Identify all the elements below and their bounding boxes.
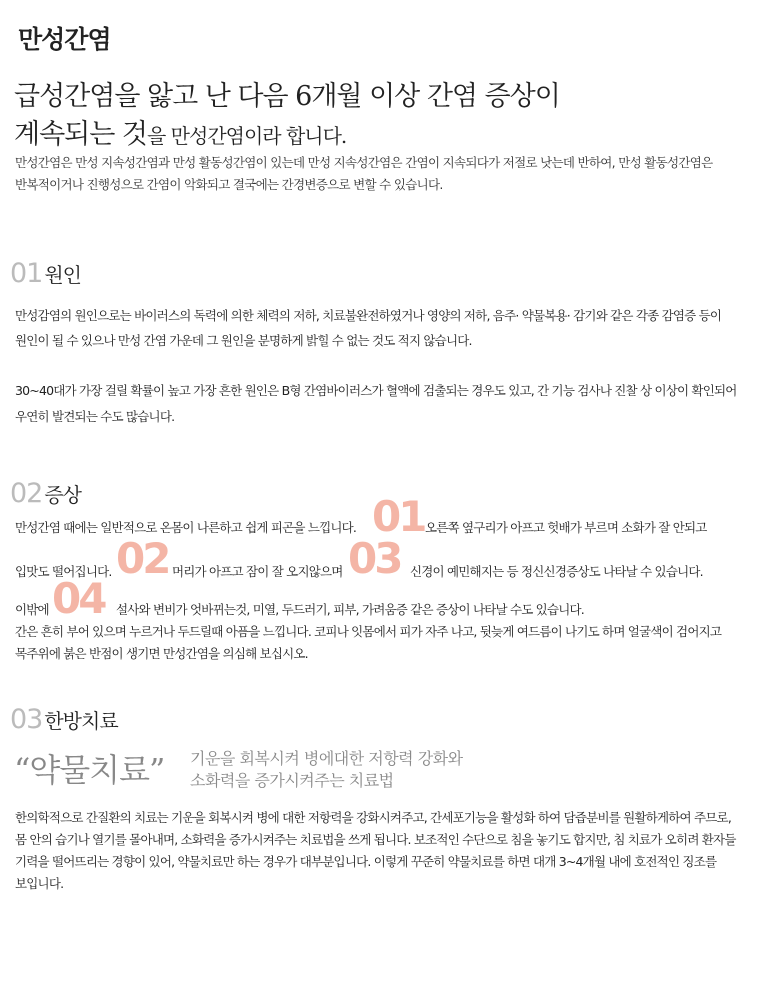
symptom-text-i: 목주위에 붉은 반점이 생기면 만성간염을 의심해 보십시오. xyxy=(15,646,308,661)
section-number: 03 xyxy=(10,704,43,735)
symptom-number-01: 01 xyxy=(372,492,425,541)
treatment-line-1: 한의학적으로 간질환의 치료는 기운을 회복시켜 병에 대한 저항력을 강화시켜주고, 간세포기능을 활성화 하여 담즙분비를 원활하게하여 주므로, xyxy=(15,810,732,825)
treatment-quote-sub-line-2: 소화력을 증가시켜주는 치료법 xyxy=(190,771,394,790)
symptom-text-b: 오른쪽 옆구리가 아프고 헛배가 부르며 소화가 잘 안되고 xyxy=(425,520,707,535)
intro-line-1: 만성간염은 만성 지속성간염과 만성 활동성간염이 있는데 만성 지속성간염은 간염이 지속되다가 저절로 낫는데 반하여, 만성 활동성간염은 xyxy=(15,155,713,170)
section-title: 원인 xyxy=(44,263,81,287)
section-number: 01 xyxy=(10,258,43,289)
symptom-text-c: 입맛도 떨어집니다. xyxy=(15,564,112,579)
treatment-quote-sub xyxy=(190,748,463,792)
symptom-text-h: 간은 흔히 부어 있으며 누르거나 두드릴때 아픔을 느낍니다. 코피나 잇몸에서 피가 자주 나고, 뒷늦게 여드름이 나기도 하며 얼굴색이 검어지고 xyxy=(15,624,722,639)
symptom-text-e: 신경이 예민해지는 등 정신신경증상도 나타날 수 있습니다. xyxy=(410,564,703,579)
symptom-number-04: 04 xyxy=(52,574,105,623)
treatment-line-2: 몸 안의 습기나 열기를 몰아내며, 소화력을 증가시켜주는 치료법을 쓰게 됩니다. 보조적인 수단으로 침을 놓기도 합지만, 침 치료가 오히려 환자들 xyxy=(15,832,736,847)
headline-line-2 xyxy=(14,112,346,151)
section-treatment-heading xyxy=(10,704,118,735)
section-title: 증상 xyxy=(44,483,81,507)
symptom-text-a: 만성간염 때에는 일반적으로 온몸이 나른하고 쉽게 피곤을 느낍니다. xyxy=(15,520,357,535)
page-title: 만성간염 xyxy=(18,25,111,54)
intro-line-2: 반복적이거나 진행성으로 간염이 악화되고 결국에는 간경변증으로 변할 수 있습니다. xyxy=(15,177,443,192)
treatment-quote: “약물치료” xyxy=(14,751,165,789)
symptom-text-f: 이밖에 xyxy=(15,602,49,617)
symptom-number-02: 02 xyxy=(116,534,169,583)
treatment-line-4: 보입니다. xyxy=(15,876,64,891)
section-symptom-heading xyxy=(10,478,81,509)
section-cause-heading xyxy=(10,258,81,289)
cause-p1-line-1: 만성감염의 원인으로는 바이러스의 독력에 의한 체력의 저하, 치료불완전하였거나 영양의 저하, 음주· 약물복용· 감기와 같은 각종 감염증 등이 xyxy=(15,308,722,323)
treatment-quote-sub-line-1: 기운을 회복시켜 병에대한 저항력 강화와 xyxy=(190,749,463,768)
symptom-text-g: 설사와 변비가 엇바뀌는것, 미열, 두드러기, 피부, 가려움증 같은 증상이 나타날 수도 있습니다. xyxy=(116,602,584,617)
section-number: 02 xyxy=(10,478,43,509)
headline-line-1: 급성간염을 앓고 난 다음 6개월 이상 간염 증상이 xyxy=(14,81,560,112)
symptom-number-03: 03 xyxy=(348,534,401,583)
cause-p2-line-1: 30~40대가 가장 걸릴 확률이 높고 가장 흔한 원인은 B형 간염바이러스가 혈액에 검출되는 경우도 있고, 간 기능 검사나 진찰 상 이상이 확인되어 xyxy=(15,383,737,398)
headline-emphasis: 계속되는 것 xyxy=(14,119,147,150)
treatment-line-3: 기력을 떨어뜨리는 경향이 있어, 약물치료만 하는 경우가 대부분입니다. 이렇게 꾸준히 약물치료를 하면 대개 3~4개월 내에 호전적인 징조를 xyxy=(15,854,717,869)
symptom-text-d: 머리가 아프고 잠이 잘 오지않으며 xyxy=(172,564,343,579)
section-title: 한방치료 xyxy=(44,709,118,733)
cause-p2-line-2: 우연히 발견되는 수도 많습니다. xyxy=(15,409,175,424)
cause-p1-line-2: 원인이 될 수 있으나 만성 간염 가운데 그 원인을 분명하게 밝힐 수 없는 것도 적지 않습니다. xyxy=(15,333,472,348)
headline-rest: 을 만성간염이라 합니다. xyxy=(147,124,347,148)
